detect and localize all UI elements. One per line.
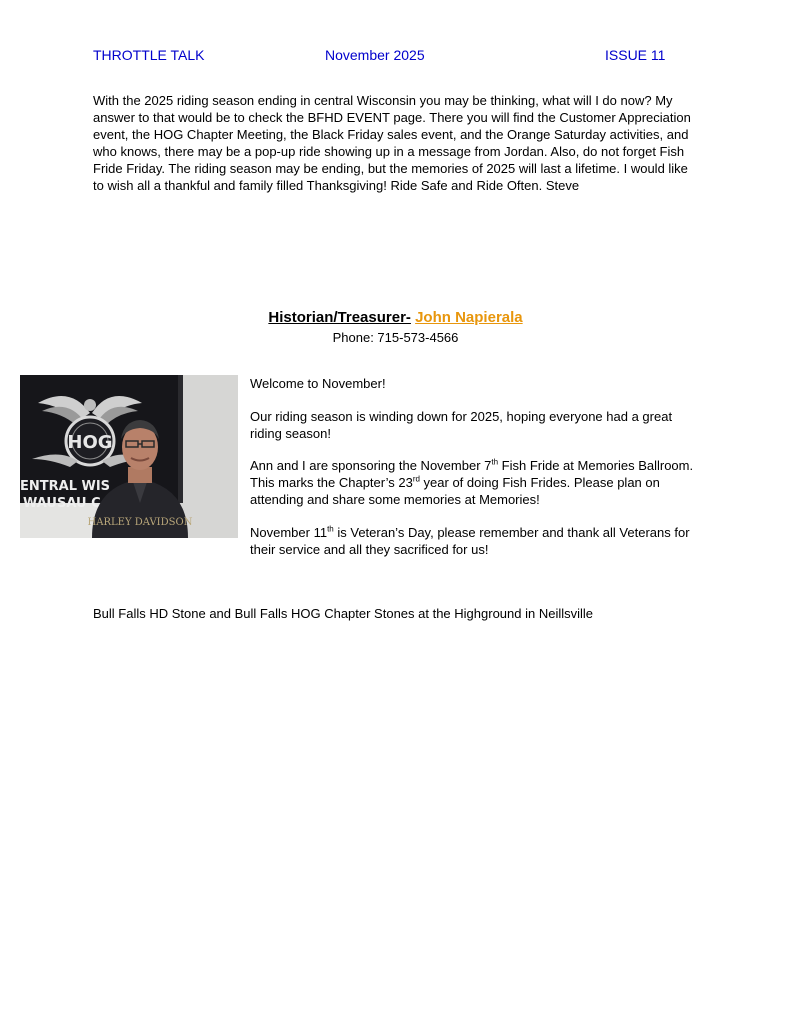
- section-name-link[interactable]: John Napierala: [415, 309, 523, 326]
- flag-text-line-1: ENTRAL WIS: [20, 479, 111, 494]
- ordinal-sup: th: [491, 457, 499, 467]
- veterans-text-1: November 11: [250, 525, 328, 540]
- intro-paragraph: With the 2025 riding season ending in central Wisconsin you may be thinking, what will I do now? My answer to that would be to check the BFHD EVENT page. There you will find the Customer Appreciation event, the HOG Chapter Meeting, the Black Friday sales event, and the Orange Saturday activities, and who knows, there may be a pop-up ride showing up in a message from Jordan. Also, do not forget Fish Fride Friday. The riding season may be ending, but the memories of 2025 will last a lifetime. I would like to wish all a thankful and family filled Thanksgiving! Ride Safe and Ride Often. Steve: [93, 93, 691, 193]
- season-paragraph: [250, 408, 700, 442]
- section-heading: [0, 309, 791, 326]
- fish-fride-text-2: Fish Fride at Memories Ballroom. This marks the Chapter’s 23: [250, 458, 694, 490]
- jacket-text: HARLEY DAVIDSON: [87, 517, 193, 528]
- hog-logo-text: HOG: [67, 432, 113, 453]
- fish-fride-text-1: Ann and I are sponsoring the November 7: [250, 458, 492, 473]
- phone-number: Phone: 715-573-4566: [332, 330, 459, 345]
- newsletter-title: THROTTLE TALK: [93, 47, 205, 63]
- issue-number: ISSUE 11: [605, 47, 666, 63]
- veterans-paragraph: [250, 524, 700, 558]
- ordinal-sup: rd: [412, 474, 420, 484]
- member-photo: [20, 375, 238, 538]
- issue-date: November 2025: [325, 47, 425, 63]
- section-role: Historian/Treasurer-: [268, 309, 411, 326]
- welcome-text: Welcome to November!: [250, 376, 386, 391]
- veterans-text-2: is Veteran’s Day, please remember and thank all Veterans for their service and all they sacrificed for us!: [250, 525, 690, 557]
- season-text: Our riding season is winding down for 2025, hoping everyone had a great riding season!: [250, 409, 673, 441]
- fish-fride-text-3: year of doing Fish Frides. Please plan on attending and share some memories at Memories!: [250, 475, 660, 507]
- flag-text-line-2: WAUSAU C: [23, 496, 101, 511]
- fish-fride-paragraph: [250, 457, 700, 508]
- photo-caption: Bull Falls HD Stone and Bull Falls HOG Chapter Stones at the Highground in Neillsville: [93, 606, 594, 621]
- welcome-line: [250, 375, 700, 392]
- ordinal-sup: th: [327, 524, 334, 534]
